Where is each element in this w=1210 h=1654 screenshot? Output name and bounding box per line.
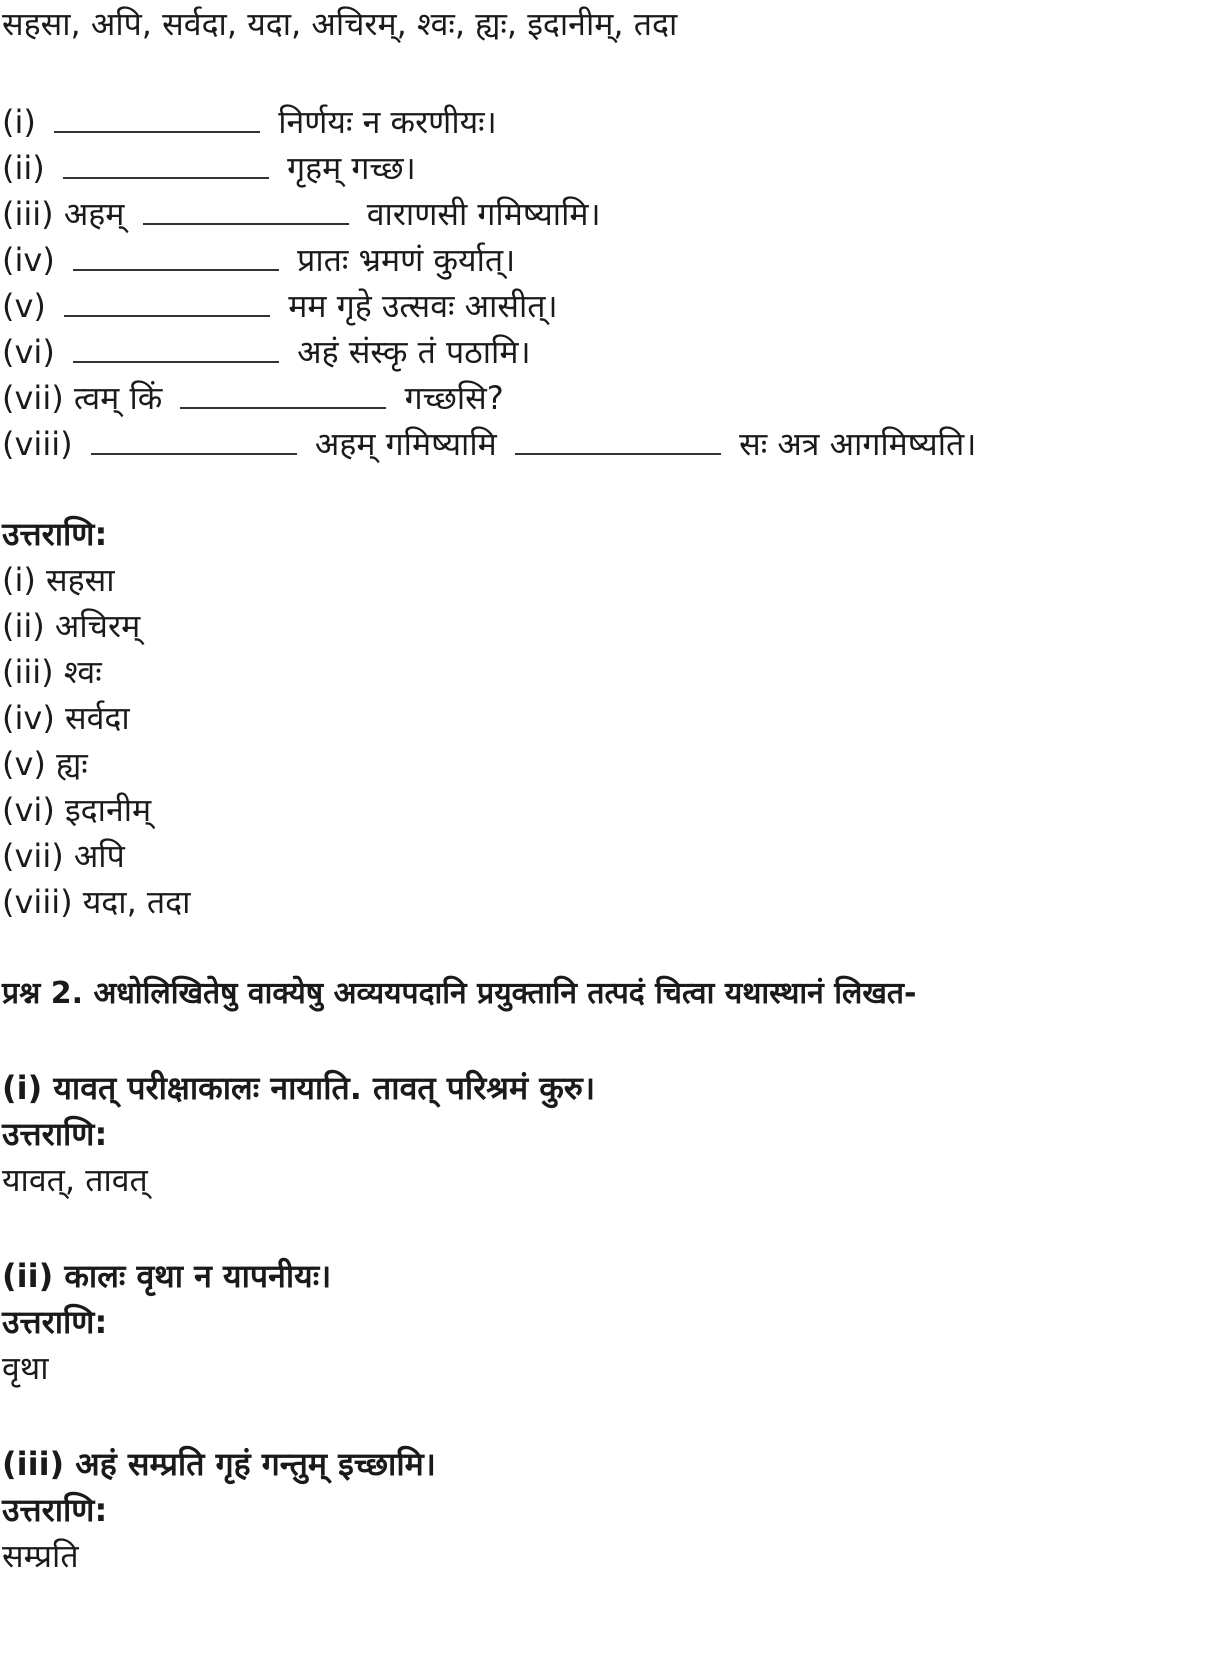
answer-blank <box>54 128 260 133</box>
answer-blank <box>73 358 279 363</box>
question-text: निर्णयः न करणीयः। <box>278 103 497 141</box>
question-text: सः अत्र आगमिष्यति। <box>739 425 977 463</box>
question-text-before: त्वम् किं <box>73 379 163 417</box>
answer-blank <box>180 404 386 409</box>
question-text: मम गृहे उत्सवः आसीत्। <box>288 287 558 325</box>
q2-answer: यावत्, तावत् <box>2 1161 148 1199</box>
answer-item: (iii) श्वः <box>2 653 102 691</box>
q2-answer-heading: उत्तराणि: <box>2 1115 108 1153</box>
question-line <box>2 192 601 236</box>
question-line <box>2 284 558 328</box>
question-line <box>2 330 531 374</box>
answer-item: (ii) अचिरम् <box>2 607 141 645</box>
question-line <box>2 376 504 420</box>
question-text-middle: अहम् गमिष्यामि <box>314 425 497 463</box>
answer-blank <box>63 174 269 179</box>
question-line <box>2 146 416 190</box>
question-text: गृहम् गच्छ। <box>287 149 416 187</box>
answer-blank <box>73 266 279 271</box>
answer-item: (vii) अपि <box>2 837 125 875</box>
question-text-before: अहम् <box>63 195 125 233</box>
question-text: वाराणसी गमिष्यामि। <box>366 195 601 233</box>
q2-answer: वृथा <box>2 1349 49 1387</box>
question-2-title: प्रश्न 2. अधोलिखितेषु वाक्येषु अव्ययपदानि प्रयुक्तानि तत्पदं चित्वा यथास्थानं लिखत- <box>2 976 917 1011</box>
question-text: प्रातः भ्रमणं कुर्यात्। <box>297 241 516 279</box>
question-number: (vii) <box>2 379 64 417</box>
question-text: गच्छसि? <box>404 379 504 417</box>
question-number: (viii) <box>2 425 73 463</box>
answer-item: (v) ह्यः <box>2 745 88 783</box>
question-number: (v) <box>2 287 46 325</box>
answer-item: (i) सहसा <box>2 561 115 599</box>
word-bank: सहसा, अपि, सर्वदा, यदा, अचिरम्, श्वः, ह्यः, इदानीम्, तदा <box>2 5 678 43</box>
answer-item: (iv) सर्वदा <box>2 699 130 737</box>
question-number: (i) <box>2 103 36 141</box>
answers-heading: उत्तराणि: <box>2 515 108 553</box>
answer-blank <box>91 450 297 455</box>
question-text: अहं संस्कृ तं पठामि। <box>297 333 531 371</box>
question-line <box>2 238 515 282</box>
question-number: (iii) <box>2 195 54 233</box>
question-number: (vi) <box>2 333 55 371</box>
q2-sentence: (iii) अहं सम्प्रति गृहं गन्तुम् इच्छामि। <box>2 1445 436 1483</box>
question-line <box>2 422 976 466</box>
answer-blank <box>143 220 349 225</box>
q2-sentence: (i) यावत् परीक्षाकालः नायाति. तावत् परिश्रमं कुरु। <box>2 1069 596 1107</box>
q2-answer: सम्प्रति <box>2 1537 79 1575</box>
q2-answer-heading: उत्तराणि: <box>2 1491 108 1529</box>
question-number: (ii) <box>2 149 45 187</box>
answer-item: (vi) इदानीम् <box>2 791 152 829</box>
question-number: (iv) <box>2 241 55 279</box>
answer-blank <box>515 450 721 455</box>
question-line <box>2 100 497 144</box>
answer-item: (viii) यदा, तदा <box>2 883 191 921</box>
q2-sentence: (ii) कालः वृथा न यापनीयः। <box>2 1257 332 1295</box>
q2-answer-heading: उत्तराणि: <box>2 1303 108 1341</box>
answer-blank <box>64 312 270 317</box>
